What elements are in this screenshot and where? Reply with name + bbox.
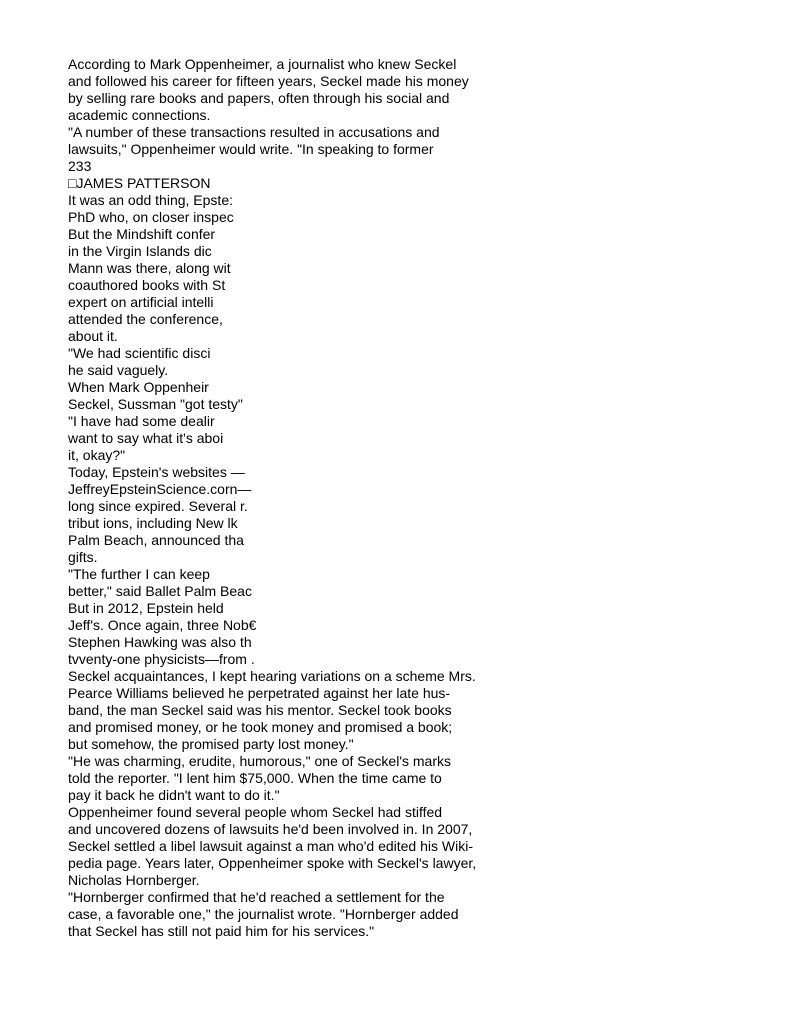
text-line: Seckel, Sussman "got testy" [68, 396, 243, 412]
document-text [68, 56, 528, 940]
text-line: pedia page. Years later, Oppenheimer spoke with Seckel's lawyer, [68, 855, 477, 871]
text-line: academic connections. [68, 107, 211, 123]
text-line: in the Virgin Islands dic [68, 243, 212, 259]
text-line: attended the conference, [68, 311, 223, 327]
text-line: "A number of these transactions resulted in accusations and [68, 124, 440, 140]
text-line: case, a favorable one," the journalist wrote. "Hornberger added [68, 906, 459, 922]
text-line: he said vaguely. [68, 362, 169, 378]
text-line: but somehow, the promised party lost money." [68, 736, 354, 752]
text-line: Mann was there, along wit [68, 260, 231, 276]
text-line: pay it back he didn't want to do it." [68, 787, 280, 803]
text-line: tribut ions, including New lk [68, 515, 238, 531]
text-line: Pearce Williams believed he perpetrated against her late hus- [68, 685, 451, 701]
text-line: Jeff's. Once again, three Nob€ [68, 617, 257, 633]
text-line: "I have had some dealir [68, 413, 215, 429]
text-line: "The further I can keep [68, 566, 210, 582]
text-line: told the reporter. "I lent him $75,000. When the time came to [68, 770, 442, 786]
text-line: Seckel settled a libel lawsuit against a man who'd edited his Wiki- [68, 838, 473, 854]
text-line: "Hornberger confirmed that he'd reached a settlement for the [68, 889, 445, 905]
text-line: According to Mark Oppenheimer, a journalist who knew Seckel [68, 56, 457, 72]
text-line: "He was charming, erudite, humorous," one of Seckel's marks [68, 753, 451, 769]
text-line: Nicholas Hornberger. [68, 872, 200, 888]
text-line: Stephen Hawking was also th [68, 634, 252, 650]
text-line: about it. [68, 328, 118, 344]
text-line: and followed his career for fifteen years, Seckel made his money [68, 73, 469, 89]
text-line: coauthored books with St [68, 277, 226, 293]
text-line: Oppenheimer found several people whom Seckel had stiffed [68, 804, 443, 820]
text-line: lawsuits," Oppenheimer would write. "In speaking to former [68, 141, 434, 157]
text-line: that Seckel has still not paid him for his services." [68, 923, 375, 939]
text-line: When Mark Oppenheir [68, 379, 209, 395]
text-line: 233 [68, 158, 92, 174]
text-line: and uncovered dozens of lawsuits he'd been involved in. In 2007, [68, 821, 473, 837]
text-line: Palm Beach, announced tha [68, 532, 244, 548]
text-line: want to say what it's aboi [68, 430, 224, 446]
text-line: Today, Epstein's websites — [68, 464, 245, 480]
text-line: It was an odd thing, Epste: [68, 192, 233, 208]
text-line: long since expired. Several r. [68, 498, 248, 514]
text-line: better," said Ballet Palm Beac [68, 583, 252, 599]
text-line: and promised money, or he took money and promised a book; [68, 719, 453, 735]
text-line: tvventy-one physicists—from . [68, 651, 255, 667]
text-line: JeffreyEpsteinScience.corn— [68, 481, 252, 497]
text-line: But the Mindshift confer [68, 226, 216, 242]
text-line: band, the man Seckel said was his mentor. Seckel took books [68, 702, 452, 718]
text-line: Seckel acquaintances, I kept hearing variations on a scheme Mrs. [68, 668, 476, 684]
text-line: But in 2012, Epstein held [68, 600, 224, 616]
text-line: it, okay?" [68, 447, 126, 463]
text-line: "We had scientific disci [68, 345, 211, 361]
text-line: □JAMES PATTERSON [68, 175, 211, 191]
text-line: expert on artificial intelli [68, 294, 214, 310]
text-line: by selling rare books and papers, often through his social and [68, 90, 450, 106]
text-line: PhD who, on closer inspec [68, 209, 234, 225]
text-line: gifts. [68, 549, 98, 565]
